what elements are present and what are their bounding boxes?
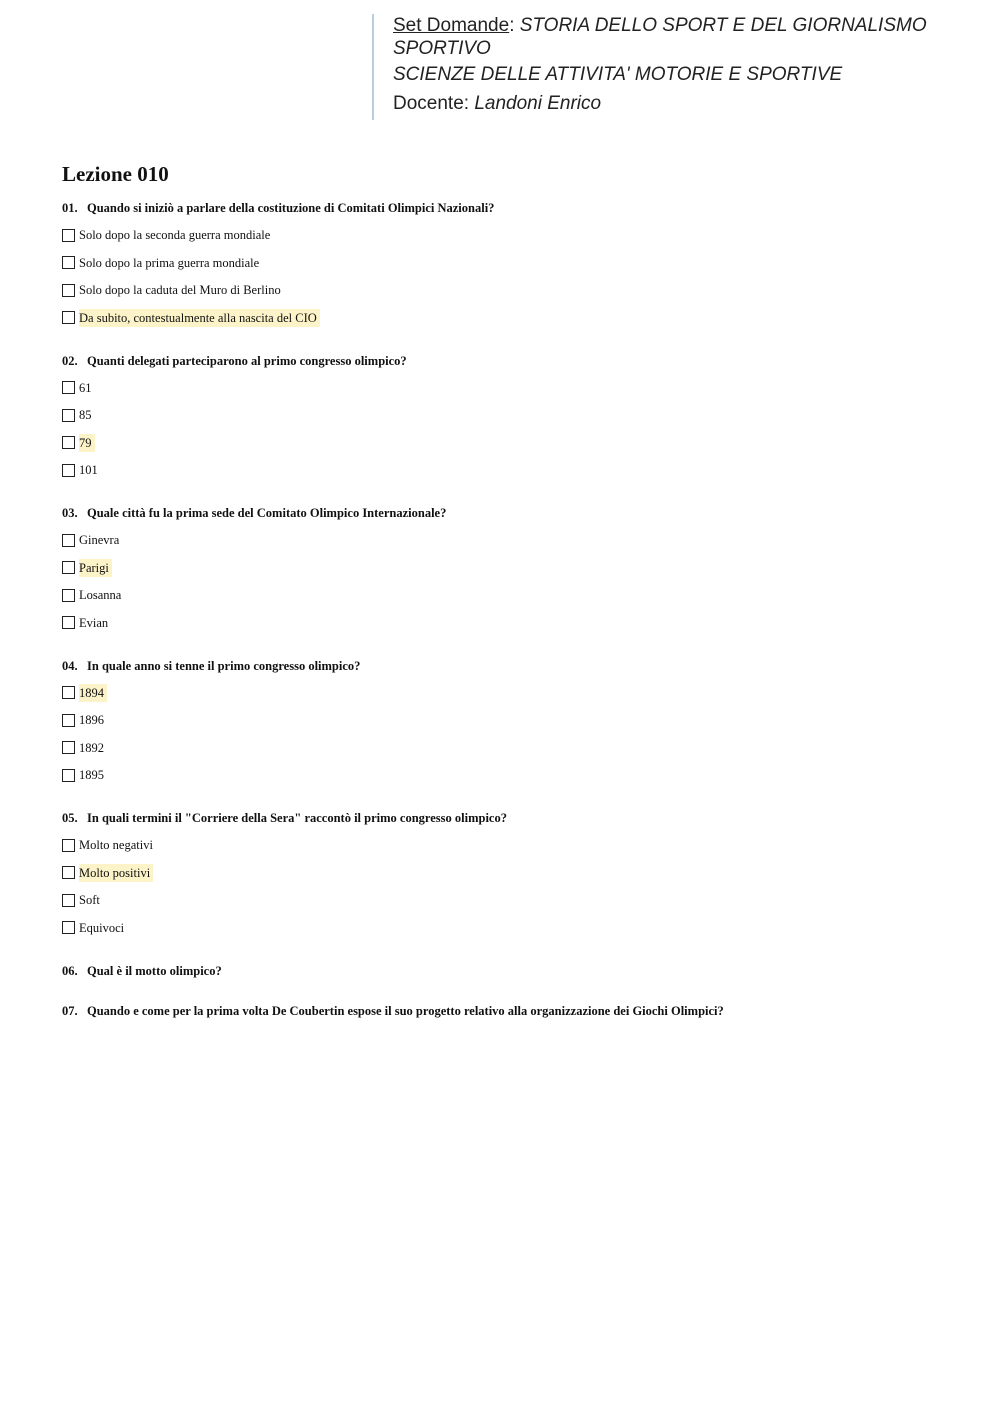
answer-label: 1895 xyxy=(79,768,104,782)
answer-option[interactable] xyxy=(62,309,942,327)
answer-checkbox[interactable] xyxy=(62,616,75,629)
answer-label: Solo dopo la caduta del Muro di Berlino xyxy=(79,283,281,297)
question-2 xyxy=(62,353,942,480)
question-text xyxy=(62,200,942,216)
answer-option[interactable] xyxy=(62,406,942,424)
answer-checkbox[interactable] xyxy=(62,686,75,699)
answer-option[interactable] xyxy=(62,586,942,604)
answer-label: 101 xyxy=(79,463,98,477)
question-label: In quale anno si tenne il primo congresso olimpico? xyxy=(87,658,361,673)
question-number: 05. xyxy=(62,811,78,825)
answer-label: Molto negativi xyxy=(79,838,153,852)
answer-label: Losanna xyxy=(79,588,122,602)
question-number: 07. xyxy=(62,1003,78,1018)
answer-label: 85 xyxy=(79,408,92,422)
answer-label-highlighted: 1894 xyxy=(79,684,107,702)
question-text xyxy=(62,810,942,826)
answer-label: 1892 xyxy=(79,740,104,755)
answer-option[interactable] xyxy=(62,739,942,757)
answer-checkbox[interactable] xyxy=(62,839,75,852)
answer-label: 1896 xyxy=(79,713,104,727)
answer-label-highlighted: 79 xyxy=(79,434,95,452)
question-label: Quale città fu la prima sede del Comitato Olimpico Internazionale? xyxy=(87,506,447,520)
answer-label: Equivoci xyxy=(79,920,125,935)
question-number: 01. xyxy=(62,201,78,215)
answer-checkbox[interactable] xyxy=(62,284,75,297)
answer-checkbox[interactable] xyxy=(62,589,75,602)
answer-label-highlighted: Molto positivi xyxy=(79,864,153,882)
answer-option[interactable] xyxy=(62,836,942,854)
question-5 xyxy=(62,810,942,937)
answer-option[interactable] xyxy=(62,711,942,729)
set-label: Set Domande xyxy=(393,15,510,36)
answer-checkbox[interactable] xyxy=(62,229,75,242)
question-text xyxy=(62,963,942,979)
answer-option[interactable] xyxy=(62,531,942,549)
teacher-label: Docente: xyxy=(393,93,470,114)
answer-label-highlighted: Da subito, contestualmente alla nascita del CIO xyxy=(79,309,320,327)
teacher-line xyxy=(393,92,962,115)
question-number: 02. xyxy=(62,353,78,368)
degree-name: SCIENZE DELLE ATTIVITA' MOTORIE E SPORTIVE xyxy=(393,64,843,85)
answer-checkbox[interactable] xyxy=(62,769,75,782)
answer-checkbox[interactable] xyxy=(62,534,75,547)
answer-label: Solo dopo la seconda guerra mondiale xyxy=(79,228,271,242)
document-header xyxy=(372,14,962,120)
course-title-1: STORIA DELLO SPORT E DEL GIORNALISMO xyxy=(519,15,927,36)
answer-option[interactable] xyxy=(62,461,942,479)
answer-option[interactable] xyxy=(62,864,942,882)
question-number: 03. xyxy=(62,506,78,520)
answer-option[interactable] xyxy=(62,281,942,299)
answer-label: Solo dopo la prima guerra mondiale xyxy=(79,255,260,270)
answer-checkbox[interactable] xyxy=(62,409,75,422)
answer-option[interactable] xyxy=(62,766,942,784)
answer-checkbox[interactable] xyxy=(62,256,75,269)
page-top-mark xyxy=(487,0,513,3)
answer-option[interactable] xyxy=(62,379,942,397)
answer-checkbox[interactable] xyxy=(62,561,75,574)
question-label: Qual è il motto olimpico? xyxy=(87,963,222,978)
answer-option[interactable] xyxy=(62,614,942,632)
question-label: Quando si iniziò a parlare della costituzione di Comitati Olimpici Nazionali? xyxy=(87,201,495,215)
question-7 xyxy=(62,1003,942,1019)
answer-checkbox[interactable] xyxy=(62,381,75,394)
answer-label: 61 xyxy=(79,380,92,395)
answer-label: Ginevra xyxy=(79,533,120,547)
answer-option[interactable] xyxy=(62,684,942,702)
questions-content xyxy=(62,160,942,1043)
set-colon: : xyxy=(509,15,515,36)
question-text xyxy=(62,505,942,521)
question-text xyxy=(62,658,942,674)
answer-option[interactable] xyxy=(62,559,942,577)
set-title-line xyxy=(393,14,962,37)
answer-label-highlighted: Parigi xyxy=(79,559,112,577)
question-label: Quando e come per la prima volta De Coubertin espose il suo progetto relativo alla organizzazione dei Giochi Olimpici? xyxy=(87,1003,724,1018)
answer-option[interactable] xyxy=(62,891,942,909)
question-number: 06. xyxy=(62,963,78,978)
question-number: 04. xyxy=(62,658,78,673)
question-list xyxy=(62,200,942,1019)
answer-checkbox[interactable] xyxy=(62,921,75,934)
answer-checkbox[interactable] xyxy=(62,464,75,477)
teacher-name: Landoni Enrico xyxy=(474,93,602,114)
answer-checkbox[interactable] xyxy=(62,436,75,449)
answer-checkbox[interactable] xyxy=(62,714,75,727)
answer-label: Soft xyxy=(79,893,100,907)
question-6 xyxy=(62,963,942,979)
course-title-2: SPORTIVO xyxy=(393,38,491,59)
answer-option[interactable] xyxy=(62,434,942,452)
answer-option[interactable] xyxy=(62,226,942,244)
question-3 xyxy=(62,505,942,632)
answer-checkbox[interactable] xyxy=(62,894,75,907)
question-1 xyxy=(62,200,942,327)
answer-label: Evian xyxy=(79,615,109,630)
question-label: In quali termini il "Corriere della Sera" raccontò il primo congresso olimpico? xyxy=(87,811,507,825)
question-text xyxy=(62,353,942,369)
lesson-title: Lezione 010 xyxy=(62,162,169,186)
question-label: Quanti delegati parteciparono al primo congresso olimpico? xyxy=(87,353,407,368)
answer-option[interactable] xyxy=(62,254,942,272)
answer-checkbox[interactable] xyxy=(62,741,75,754)
answer-checkbox[interactable] xyxy=(62,866,75,879)
question-4 xyxy=(62,658,942,785)
answer-checkbox[interactable] xyxy=(62,311,75,324)
question-text xyxy=(62,1003,942,1019)
answer-option[interactable] xyxy=(62,919,942,937)
